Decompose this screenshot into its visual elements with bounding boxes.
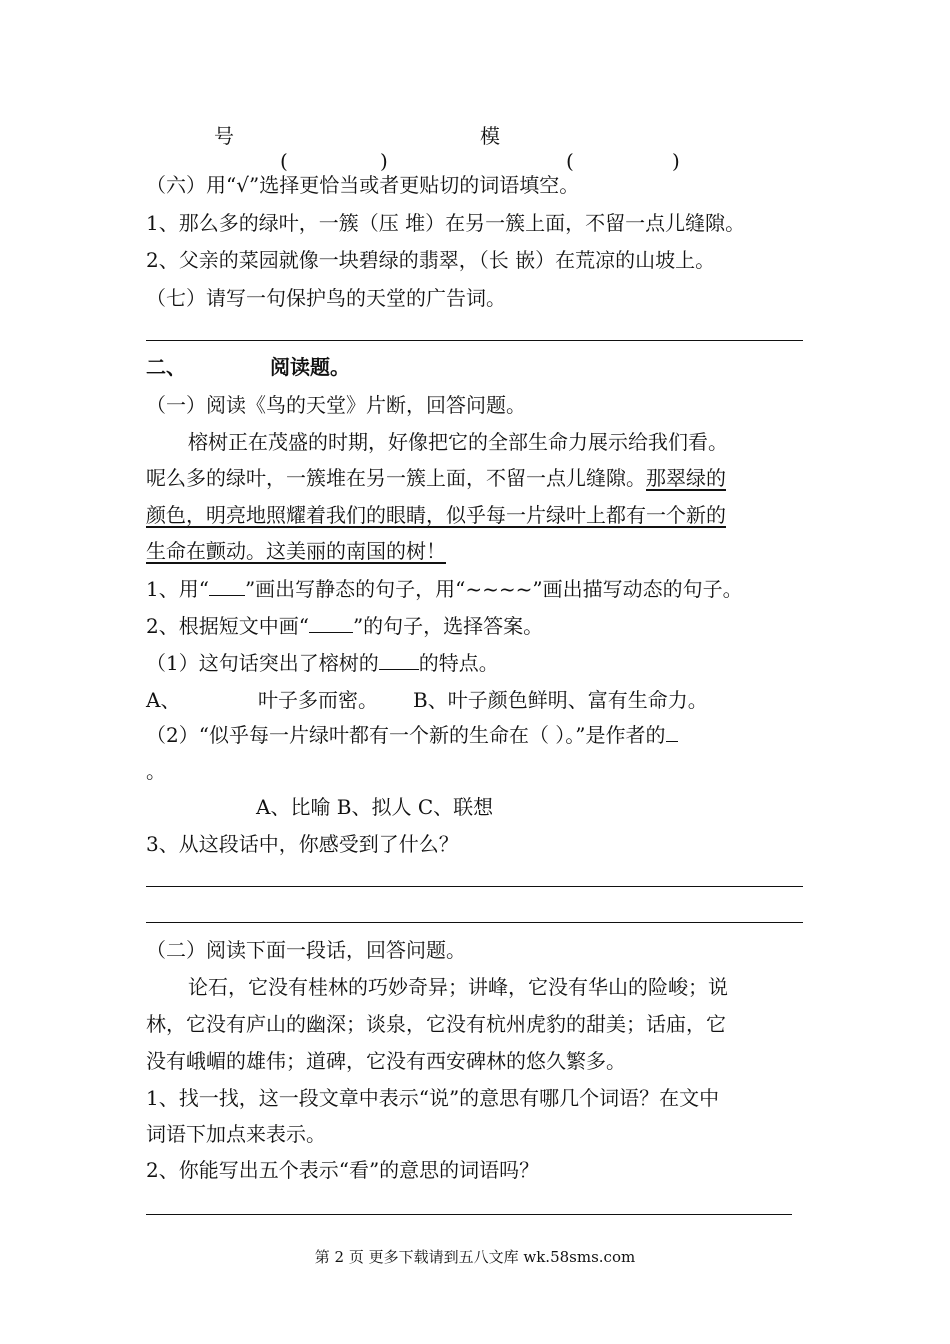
reading1-para-line-4: 生命在颤动。这美丽的南国的树！ — [146, 539, 446, 563]
option-b: B、叶子颜色鲜明、富有生命力。 — [413, 688, 708, 712]
part2-title: 阅读题。 — [270, 355, 350, 379]
sec7-title: （七）请写一句保护鸟的天堂的广告词。 — [146, 286, 506, 310]
reading1-q2 — [146, 613, 543, 639]
part2-number: 二、 — [146, 355, 186, 379]
q2-text-b: ”的句子，选择答案。 — [352, 614, 544, 638]
para-line-2-plain: 呢么多的绿叶，一簇堆在另一簇上面，不留一点儿缝隙。 — [146, 466, 646, 490]
q2-text-a: 2、根据短文中画“ — [146, 614, 309, 638]
reading2-para-line-2: 林，它没有庐山的幽深；谈泉，它没有杭州虎豹的甜美；话庙，它 — [146, 1012, 726, 1036]
q2-underline-blank — [309, 632, 353, 633]
para-line-2-underlined: 那翠绿的 — [646, 466, 726, 490]
reading1-q2-1 — [146, 650, 499, 676]
reading1-para-line-2 — [146, 465, 726, 491]
sec6-title: （六）用“√”选择更恰当或者更贴切的词语填空。 — [146, 173, 580, 197]
reading1-q2-2 — [146, 722, 678, 748]
q2-1-text-b: 的特点。 — [418, 651, 499, 675]
reading2-para-line-3: 没有峨嵋的雄伟；道碑，它没有西安碑林的悠久繁多。 — [146, 1049, 626, 1073]
reading1-para-line-3: 颜色，明亮地照耀着我们的眼睛，似乎每一片绿叶上都有一个新的 — [146, 503, 726, 527]
q1-text-a: 1、用“ — [146, 577, 209, 601]
sec6-q2: 2、父亲的菜园就像一块碧绿的翡翠，（长 嵌）在荒凉的山坡上。 — [146, 248, 716, 272]
reading1-q1 — [146, 576, 743, 602]
label-mo: 模 — [480, 124, 500, 148]
answer-line-1 — [146, 340, 803, 341]
reading2-q1-line-2: 词语下加点来表示。 — [146, 1122, 326, 1146]
sec6-q1: 1、那么多的绿叶，一簇（压 堆）在另一簇上面，不留一点儿缝隙。 — [146, 211, 746, 235]
q2-2-fill-blank[interactable] — [666, 741, 678, 742]
reading1-para-line-1: 榕树正在茂盛的时期，好像把它的全部生命力展示给我们看。 — [188, 430, 728, 454]
reading2-title: （二）阅读下面一段话，回答问题。 — [146, 938, 466, 962]
q2-1-text-a: （1）这句话突出了榕树的 — [146, 651, 379, 675]
paren-open-2: ( — [566, 149, 574, 173]
paren-close-2: ) — [672, 149, 680, 173]
reading1-title: （一）阅读《鸟的天堂》片断，回答问题。 — [146, 393, 526, 417]
q1-underline-blank — [209, 595, 245, 596]
answer-line-4 — [146, 1214, 792, 1215]
q1-text-b: ”画出写静态的句子，用“~~~~”画出描写动态的句子。 — [244, 577, 743, 601]
answer-line-3 — [146, 922, 803, 923]
option-a-label: A、 — [146, 688, 181, 712]
paren-close-1: ) — [380, 149, 388, 173]
page-footer: 第 2 页 更多下载请到五八文库 wk.58sms.com — [314, 1248, 636, 1266]
q2-2-end-mark: 。 — [146, 759, 166, 783]
option-a-text: 叶子多而密。 — [258, 688, 378, 712]
reading2-q1-line-1: 1、找一找，这一段文章中表示“说”的意思有哪几个词语？在文中 — [146, 1086, 720, 1110]
choices-line: A、比喻 B、拟人 C、联想 — [256, 795, 494, 819]
reading2-q2: 2、你能写出五个表示“看”的意思的词语吗？ — [146, 1158, 540, 1182]
reading2-para-line-1: 论石，它没有桂林的巧妙奇异；讲峰，它没有华山的险峻；说 — [188, 975, 728, 999]
answer-line-2 — [146, 886, 803, 887]
label-hao: 号 — [214, 124, 234, 148]
q2-1-fill-blank[interactable] — [379, 669, 419, 670]
paren-open-1: ( — [280, 149, 288, 173]
q2-2-text: （2）“似乎每一片绿叶都有一个新的生命在（ ）。”是作者的 — [146, 723, 666, 747]
reading1-q3: 3、从这段话中，你感受到了什么？ — [146, 832, 459, 856]
